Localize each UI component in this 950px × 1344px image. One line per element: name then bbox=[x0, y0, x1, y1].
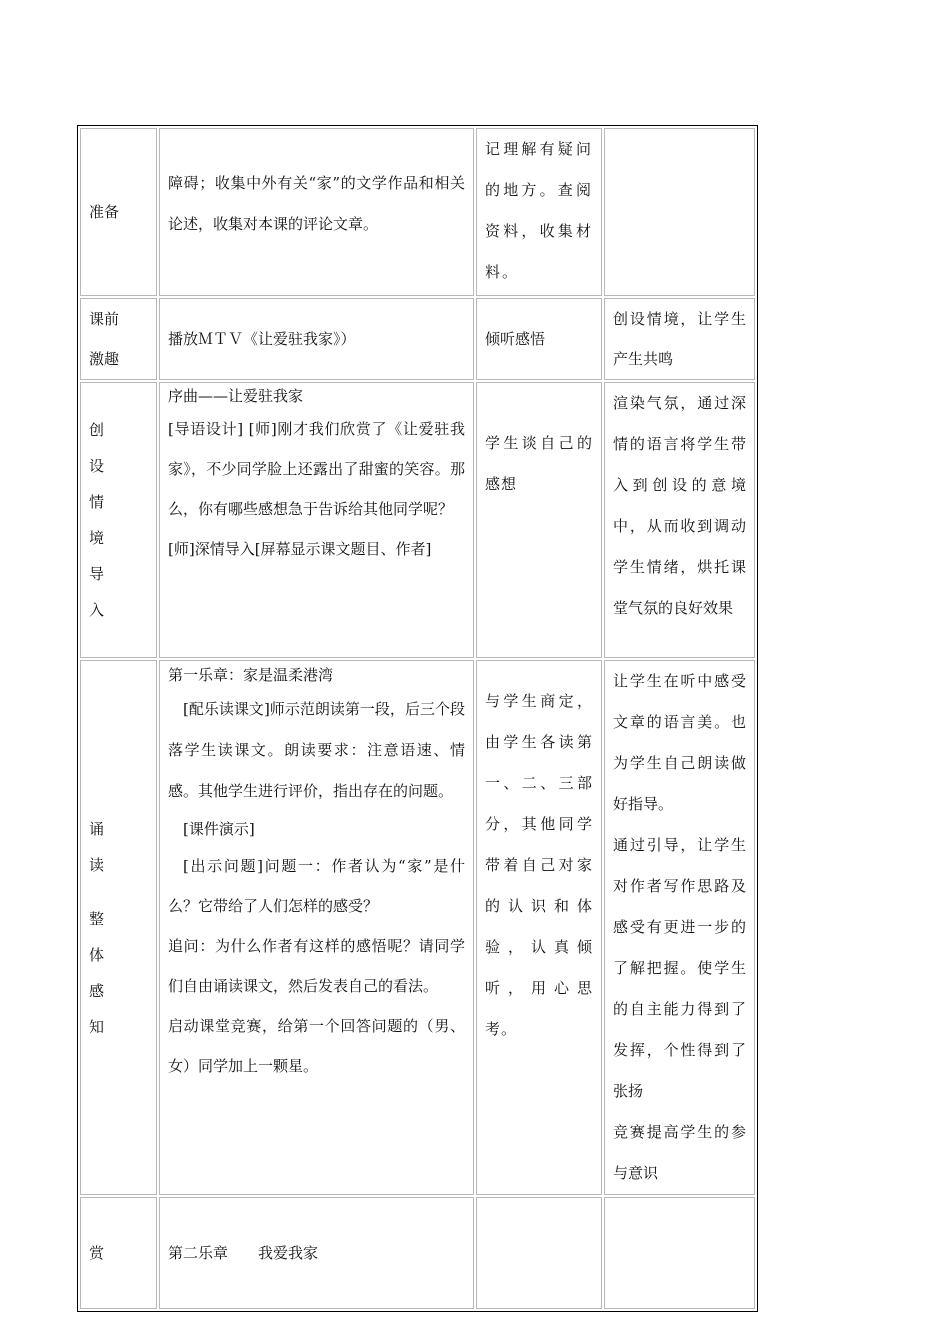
content-text: [师]深情导入[屏幕显示课文题目、作者] bbox=[168, 540, 432, 558]
table-row bbox=[80, 298, 755, 380]
student-cell: 与学生商定，由学生各读第一、二、三部分，其他同学带着自己对家的认识和体验，认真倾听，用心思考。 bbox=[476, 660, 602, 1195]
intent-cell: 渲染气氛，通过深情的语言将学生带入到创设的意境中，从而收到调动学生情绪，烘托课堂气氛的良好效果 bbox=[604, 382, 755, 658]
stage-char: 知 bbox=[89, 1017, 105, 1036]
stage-char: 情 bbox=[89, 493, 105, 511]
stage-char: 体 bbox=[89, 945, 105, 964]
content-text: 追问：为什么作者有这样的感悟呢？请同学们自由诵读课文，然后发表自己的看法。 bbox=[168, 937, 465, 995]
student-cell: 记理解有疑问的地方。查阅资料，收集材料。 bbox=[476, 128, 602, 296]
stage-label: 课前 bbox=[89, 310, 120, 328]
stage-label: 准备 bbox=[89, 202, 120, 221]
content-cell bbox=[159, 660, 474, 1195]
stage-char: 创 bbox=[89, 421, 105, 439]
table-row bbox=[80, 382, 755, 658]
stage-char: 读 bbox=[89, 855, 105, 874]
lesson-plan-table bbox=[77, 125, 758, 1312]
intent-text: 通过引导，让学生对作者写作思路及感受有更进一步的了解把握。使学生的自主能力得到了发挥，个性得到了张扬 bbox=[613, 836, 746, 1100]
intent-cell: 创设情境，让学生产生共鸣 bbox=[604, 298, 755, 380]
table-row bbox=[80, 660, 755, 1195]
stage-cell bbox=[80, 660, 157, 1195]
content-text: 第一乐章：家是温柔港湾 bbox=[168, 666, 334, 684]
intent-cell bbox=[604, 660, 755, 1195]
content-cell bbox=[159, 1197, 474, 1309]
stage-label: 赏 bbox=[89, 1244, 105, 1262]
stage-char: 整 bbox=[89, 909, 105, 928]
stage-char: 境 bbox=[89, 529, 105, 547]
content-text: [配乐读课文]师示范朗读第一段，后三个段落学生读课文。朗读要求：注意语速、情感。其他学生进行评价，指出存在的问题。 bbox=[168, 700, 465, 800]
content-text: [课件演示] bbox=[183, 820, 255, 838]
content-text: 播放ＭＴＶ《让爱驻我家》） bbox=[168, 329, 356, 348]
stage-char: 设 bbox=[89, 457, 105, 475]
stage-char: 导 bbox=[89, 565, 105, 583]
content-cell bbox=[159, 298, 474, 380]
spacer bbox=[89, 883, 148, 901]
student-cell: 倾听感悟 bbox=[476, 298, 602, 380]
stage-label: 激趣 bbox=[89, 350, 120, 368]
table-row bbox=[80, 128, 755, 296]
student-cell: 学生谈自己的感想 bbox=[476, 382, 602, 658]
student-cell bbox=[476, 1197, 602, 1309]
intent-text: 让学生在听中感受文章的语言美。也为学生自己朗读做好指导。 bbox=[613, 672, 746, 813]
stage-char: 感 bbox=[89, 981, 105, 1000]
content-text: 第二乐章 我爱我家 bbox=[168, 1244, 319, 1262]
stage-cell bbox=[80, 1197, 157, 1309]
content-text: 障碍；收集中外有关“家”的文学作品和相关论述，收集对本课的评论文章。 bbox=[168, 174, 465, 233]
intent-text: 竞赛提高学生的参与意识 bbox=[613, 1123, 746, 1182]
stage-cell bbox=[80, 128, 157, 296]
content-text: [导语设计] [师]刚才我们欣赏了《让爱驻我家》，不少同学脸上还露出了甜蜜的笑容。那么，你有哪些感想急于告诉给其他同学呢？ bbox=[168, 420, 465, 518]
content-text: 序曲——让爱驻我家 bbox=[168, 387, 304, 405]
stage-cell bbox=[80, 298, 157, 380]
content-cell bbox=[159, 128, 474, 296]
stage-cell bbox=[80, 382, 157, 658]
stage-char: 诵 bbox=[89, 819, 105, 838]
intent-cell bbox=[604, 1197, 755, 1309]
content-text: [出示问题]问题一：作者认为“家”是什么？它带给了人们怎样的感受？ bbox=[168, 857, 465, 915]
table-row bbox=[80, 1197, 755, 1309]
content-cell bbox=[159, 382, 474, 658]
content-text: 启动课堂竞赛，给第一个回答问题的（男、女）同学加上一颗星。 bbox=[168, 1017, 465, 1075]
stage-char: 入 bbox=[89, 601, 105, 619]
intent-cell bbox=[604, 128, 755, 296]
